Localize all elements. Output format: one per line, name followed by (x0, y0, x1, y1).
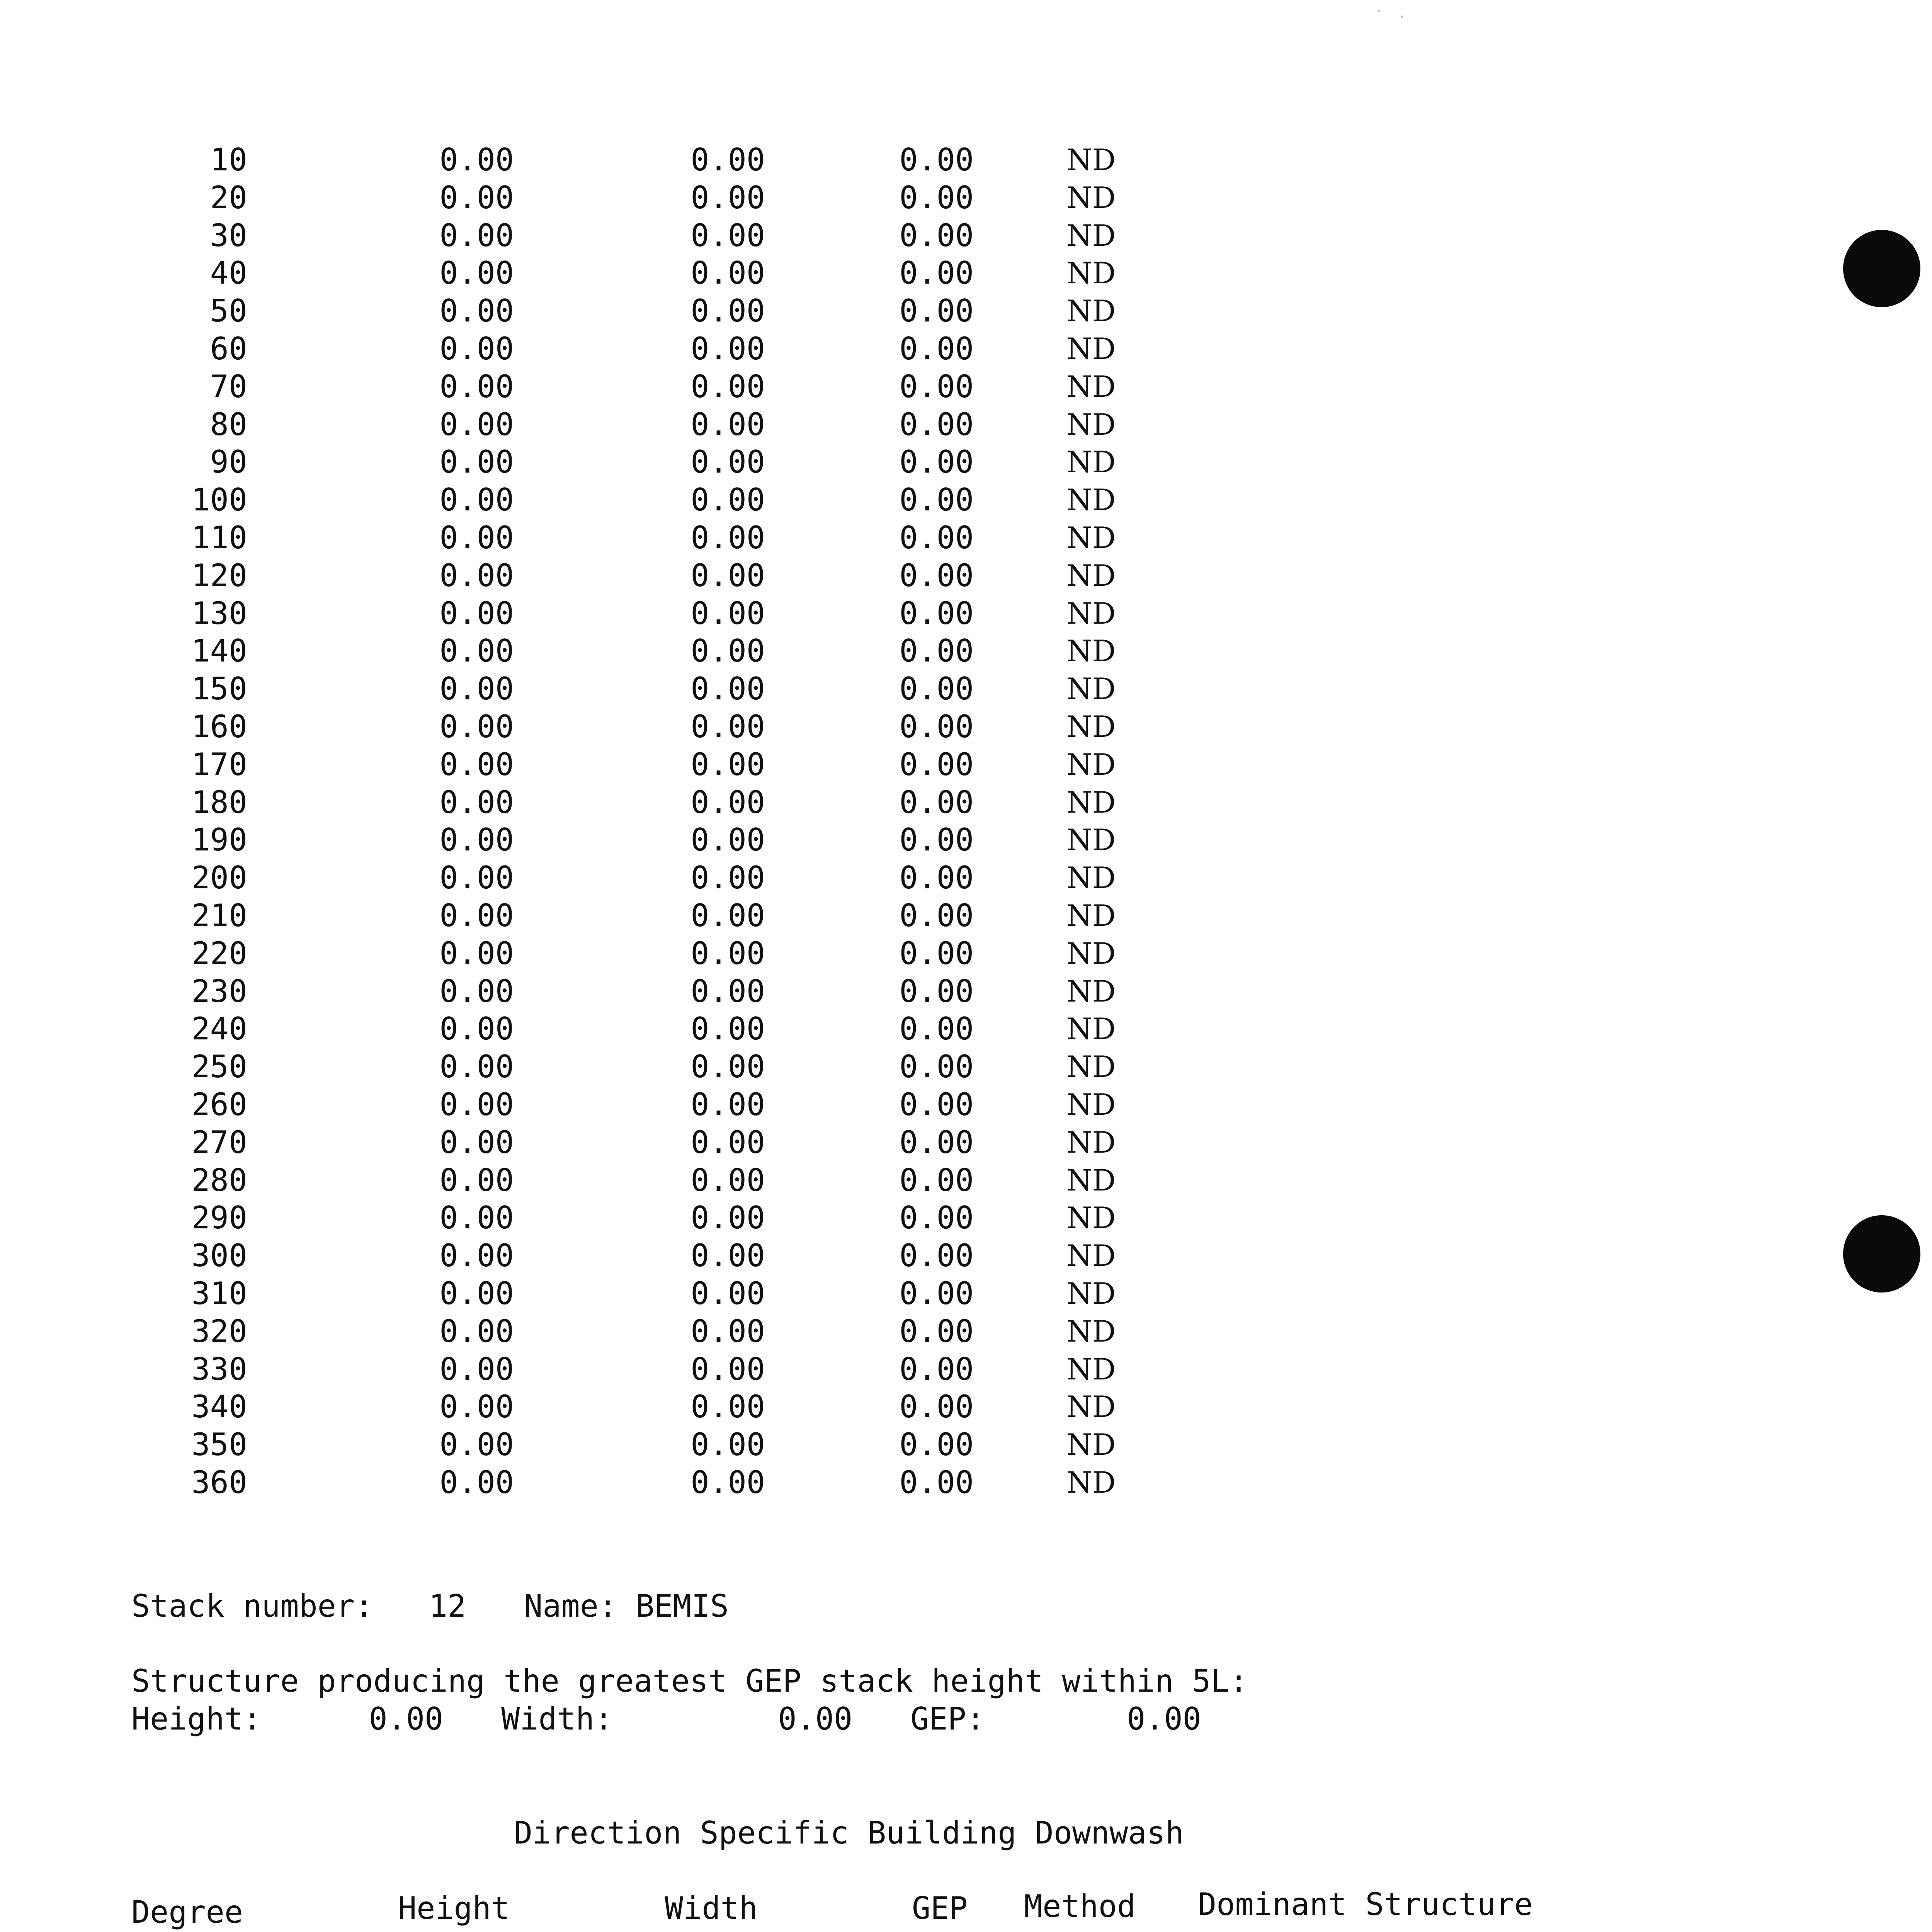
height-cell: 0.00 (439, 822, 514, 858)
width-cell: 0.00 (690, 1238, 765, 1274)
table-row (0, 481, 1314, 519)
height-cell: 0.00 (439, 217, 514, 253)
method-cell: ND (1066, 369, 1116, 404)
degree-cell: 200 (191, 860, 247, 896)
gep-cell: 0.00 (899, 1124, 974, 1160)
width-cell: 0.00 (690, 1427, 765, 1463)
table-row (0, 595, 1314, 633)
width-cell: 0.00 (690, 1464, 765, 1500)
table-row (0, 1086, 1314, 1124)
width-cell: 0.00 (690, 973, 765, 1009)
width-cell: 0.00 (690, 860, 765, 896)
gep-cell: 0.00 (899, 633, 974, 669)
height-cell: 0.00 (439, 255, 514, 291)
method-cell: ND (1066, 294, 1116, 328)
stack-number-line (131, 1587, 729, 1625)
height-cell: 0.00 (439, 1162, 514, 1198)
method-cell: ND (1066, 1125, 1116, 1160)
method-cell: ND (1066, 445, 1116, 480)
method-cell: ND (1066, 1465, 1116, 1500)
gep-cell: 0.00 (899, 331, 974, 367)
table-row (0, 708, 1314, 746)
degree-cell: 190 (191, 822, 247, 858)
width-cell: 0.00 (690, 179, 765, 216)
punch-hole (1843, 1215, 1920, 1293)
gep-cell: 0.00 (899, 520, 974, 556)
degree-cell: 60 (210, 331, 247, 367)
gep-cell: 0.00 (899, 746, 974, 782)
method-cell: ND (1066, 1314, 1116, 1349)
degree-cell: 340 (191, 1389, 247, 1425)
gep-cell: 0.00 (899, 822, 974, 858)
degree-cell: 50 (210, 293, 247, 329)
method-cell: ND (1066, 1352, 1116, 1386)
width-cell: 0.00 (690, 482, 765, 518)
height-cell: 0.00 (439, 1276, 514, 1311)
punch-hole (1843, 230, 1920, 307)
table-row (0, 670, 1314, 708)
header-degree: Degree (131, 1894, 243, 1930)
degree-cell: 40 (210, 255, 247, 291)
method-cell: ND (1066, 936, 1116, 971)
degree-cell: 210 (191, 898, 247, 934)
height-value: 0.00 (369, 1701, 444, 1737)
degree-cell: 170 (191, 746, 247, 782)
method-cell: ND (1066, 634, 1116, 668)
table-row (0, 141, 1314, 179)
degree-cell: 250 (191, 1049, 247, 1085)
height-cell: 0.00 (439, 746, 514, 782)
table-row (0, 217, 1314, 255)
height-cell: 0.00 (439, 1049, 514, 1085)
stack-number-value: 12 (429, 1588, 466, 1624)
gep-cell: 0.00 (899, 1351, 974, 1387)
method-cell: ND (1066, 596, 1116, 631)
gep-cell: 0.00 (899, 784, 974, 820)
height-cell: 0.00 (439, 860, 514, 896)
width-cell: 0.00 (690, 822, 765, 858)
height-cell: 0.00 (439, 784, 514, 820)
gep-label: GEP: (910, 1701, 985, 1737)
height-cell: 0.00 (439, 1389, 514, 1425)
gep-cell: 0.00 (899, 973, 974, 1009)
height-cell: 0.00 (439, 1087, 514, 1122)
height-cell: 0.00 (439, 1238, 514, 1274)
height-label: Height: (131, 1701, 262, 1737)
method-cell: ND (1066, 483, 1116, 517)
method-cell: ND (1066, 974, 1116, 1009)
width-cell: 0.00 (690, 935, 765, 971)
table-row (0, 1199, 1314, 1237)
method-cell: ND (1066, 1201, 1116, 1235)
table-row (0, 368, 1314, 406)
degree-cell: 260 (191, 1087, 247, 1122)
header-width: Width (665, 1890, 758, 1926)
table-row (0, 632, 1314, 670)
width-cell: 0.00 (690, 368, 765, 405)
method-cell: ND (1066, 747, 1116, 782)
degree-cell: 120 (191, 557, 247, 594)
table-row (0, 254, 1314, 292)
width-cell: 0.00 (690, 784, 765, 820)
height-cell: 0.00 (439, 709, 514, 745)
method-cell: ND (1066, 1276, 1116, 1311)
gep-cell: 0.00 (899, 595, 974, 631)
section-title: Direction Specific Building Downwash (514, 1815, 1184, 1851)
width-cell: 0.00 (690, 331, 765, 367)
height-cell: 0.00 (439, 671, 514, 707)
degree-cell: 360 (191, 1464, 247, 1500)
table-row (0, 557, 1314, 595)
width-cell: 0.00 (690, 557, 765, 594)
table-row (0, 1464, 1314, 1502)
table-row (0, 935, 1314, 973)
degree-cell: 10 (210, 142, 247, 178)
degree-cell: 350 (191, 1427, 247, 1463)
header-dominant-structure: Dominant Structure (1198, 1886, 1533, 1922)
table-row (0, 1313, 1314, 1350)
degree-cell: 100 (191, 482, 247, 518)
gep-cell: 0.00 (899, 1011, 974, 1047)
gep-cell: 0.00 (899, 1276, 974, 1311)
method-cell: ND (1066, 785, 1116, 820)
paper-speck (1401, 15, 1403, 18)
width-cell: 0.00 (690, 406, 765, 442)
width-cell: 0.00 (690, 142, 765, 178)
width-cell: 0.00 (690, 444, 765, 480)
paper-speck (1378, 10, 1380, 12)
method-cell: ND (1066, 1049, 1116, 1084)
degree-cell: 90 (210, 444, 247, 480)
width-cell: 0.00 (690, 1351, 765, 1387)
gep-cell: 0.00 (899, 444, 974, 480)
table-row (0, 1426, 1314, 1464)
width-cell: 0.00 (690, 709, 765, 745)
height-cell: 0.00 (439, 179, 514, 216)
gep-cell: 0.00 (899, 671, 974, 707)
degree-cell: 30 (210, 217, 247, 253)
width-cell: 0.00 (690, 1124, 765, 1160)
degree-cell: 300 (191, 1238, 247, 1274)
method-cell: ND (1066, 1163, 1116, 1197)
gep-cell: 0.00 (899, 482, 974, 518)
gep-cell: 0.00 (899, 368, 974, 405)
table-row (0, 519, 1314, 557)
width-cell: 0.00 (690, 1011, 765, 1047)
degree-cell: 240 (191, 1011, 247, 1047)
gep-cell: 0.00 (899, 217, 974, 253)
method-cell: ND (1066, 898, 1116, 933)
width-label: Width: (501, 1701, 613, 1737)
degree-cell: 160 (191, 709, 247, 745)
width-cell: 0.00 (690, 633, 765, 669)
table-row (0, 746, 1314, 784)
degree-cell: 130 (191, 595, 247, 631)
height-cell: 0.00 (439, 1351, 514, 1387)
height-cell: 0.00 (439, 633, 514, 669)
width-cell: 0.00 (690, 520, 765, 556)
method-cell: ND (1066, 180, 1116, 215)
table-row (0, 443, 1314, 481)
stack-name-value: BEMIS (636, 1588, 729, 1624)
width-cell: 0.00 (690, 898, 765, 934)
gep-cell: 0.00 (899, 1200, 974, 1236)
width-cell: 0.00 (690, 1276, 765, 1311)
table-row (0, 1162, 1314, 1199)
method-cell: ND (1066, 558, 1116, 593)
degree-cell: 70 (210, 368, 247, 405)
width-cell: 0.00 (690, 1313, 765, 1349)
table-row (0, 1275, 1314, 1313)
gep-cell: 0.00 (899, 898, 974, 934)
height-cell: 0.00 (439, 368, 514, 405)
method-cell: ND (1066, 218, 1116, 253)
degree-cell: 140 (191, 633, 247, 669)
stack-number-label: Stack number: (131, 1588, 374, 1624)
method-cell: ND (1066, 332, 1116, 366)
table-row (0, 1388, 1314, 1426)
gep-cell: 0.00 (899, 179, 974, 216)
height-cell: 0.00 (439, 1200, 514, 1236)
width-cell: 0.00 (690, 1049, 765, 1085)
structure-line: Structure producing the greatest GEP stack height within 5L: (131, 1663, 1248, 1699)
width-cell: 0.00 (690, 746, 765, 782)
degree-cell: 180 (191, 784, 247, 820)
degree-cell: 220 (191, 935, 247, 971)
method-cell: ND (1066, 709, 1116, 744)
gep-cell: 0.00 (899, 1049, 974, 1085)
table-row (0, 406, 1314, 444)
width-cell: 0.00 (690, 1162, 765, 1198)
gep-cell: 0.00 (899, 557, 974, 594)
method-cell: ND (1066, 861, 1116, 895)
gep-cell: 0.00 (899, 1162, 974, 1198)
degree-cell: 80 (210, 406, 247, 442)
gep-cell: 0.00 (899, 1238, 974, 1274)
structure-dimensions-line (131, 1700, 1201, 1738)
method-cell: ND (1066, 143, 1116, 177)
table-row (0, 1048, 1314, 1086)
width-cell: 0.00 (690, 217, 765, 253)
degree-cell: 320 (191, 1313, 247, 1349)
gep-value: 0.00 (1127, 1701, 1201, 1737)
height-cell: 0.00 (439, 1464, 514, 1500)
width-value: 0.00 (778, 1701, 853, 1737)
header-method: Method (1024, 1888, 1136, 1924)
gep-cell: 0.00 (899, 1464, 974, 1500)
gep-cell: 0.00 (899, 1427, 974, 1463)
height-cell: 0.00 (439, 142, 514, 178)
table-row (0, 179, 1314, 217)
width-cell: 0.00 (690, 1087, 765, 1122)
width-cell: 0.00 (690, 595, 765, 631)
table-row (0, 1124, 1314, 1162)
gep-cell: 0.00 (899, 255, 974, 291)
table-row (0, 330, 1314, 368)
width-cell: 0.00 (690, 293, 765, 329)
degree-cell: 230 (191, 973, 247, 1009)
height-cell: 0.00 (439, 935, 514, 971)
method-cell: ND (1066, 407, 1116, 442)
height-cell: 0.00 (439, 1313, 514, 1349)
width-cell: 0.00 (690, 1389, 765, 1425)
table-row (0, 821, 1314, 859)
table-row (0, 784, 1314, 821)
method-cell: ND (1066, 1427, 1116, 1462)
height-cell: 0.00 (439, 482, 514, 518)
height-cell: 0.00 (439, 520, 514, 556)
stack-name-label: Name: (524, 1588, 617, 1624)
method-cell: ND (1066, 1087, 1116, 1122)
table-row (0, 1237, 1314, 1275)
degree-cell: 290 (191, 1200, 247, 1236)
degree-cell: 110 (191, 520, 247, 556)
height-cell: 0.00 (439, 406, 514, 442)
height-cell: 0.00 (439, 1427, 514, 1463)
gep-cell: 0.00 (899, 1087, 974, 1122)
table-row (0, 1350, 1314, 1388)
method-cell: ND (1066, 256, 1116, 291)
gep-cell: 0.00 (899, 293, 974, 329)
degree-cell: 150 (191, 671, 247, 707)
degree-cell: 270 (191, 1124, 247, 1160)
method-cell: ND (1066, 823, 1116, 857)
height-cell: 0.00 (439, 595, 514, 631)
degree-cell: 330 (191, 1351, 247, 1387)
table-row (0, 973, 1314, 1010)
gep-cell: 0.00 (899, 935, 974, 971)
gep-cell: 0.00 (899, 406, 974, 442)
degree-cell: 20 (210, 179, 247, 216)
table-row (0, 859, 1314, 897)
gep-cell: 0.00 (899, 142, 974, 178)
width-cell: 0.00 (690, 1200, 765, 1236)
gep-cell: 0.00 (899, 860, 974, 896)
gep-cell: 0.00 (899, 1313, 974, 1349)
method-cell: ND (1066, 672, 1116, 706)
gep-cell: 0.00 (899, 1389, 974, 1425)
table-row (0, 897, 1314, 935)
height-cell: 0.00 (439, 973, 514, 1009)
gep-cell: 0.00 (899, 709, 974, 745)
width-cell: 0.00 (690, 255, 765, 291)
width-cell: 0.00 (690, 671, 765, 707)
table-row (0, 1010, 1314, 1048)
table-row (0, 292, 1314, 330)
height-cell: 0.00 (439, 444, 514, 480)
height-cell: 0.00 (439, 331, 514, 367)
height-cell: 0.00 (439, 293, 514, 329)
degree-cell: 310 (191, 1276, 247, 1311)
height-cell: 0.00 (439, 1124, 514, 1160)
degree-cell: 280 (191, 1162, 247, 1198)
header-height: Height (398, 1890, 510, 1926)
header-gep: GEP (912, 1890, 968, 1926)
method-cell: ND (1066, 1238, 1116, 1273)
method-cell: ND (1066, 1389, 1116, 1424)
height-cell: 0.00 (439, 1011, 514, 1047)
method-cell: ND (1066, 520, 1116, 555)
height-cell: 0.00 (439, 898, 514, 934)
height-cell: 0.00 (439, 557, 514, 594)
method-cell: ND (1066, 1012, 1116, 1046)
